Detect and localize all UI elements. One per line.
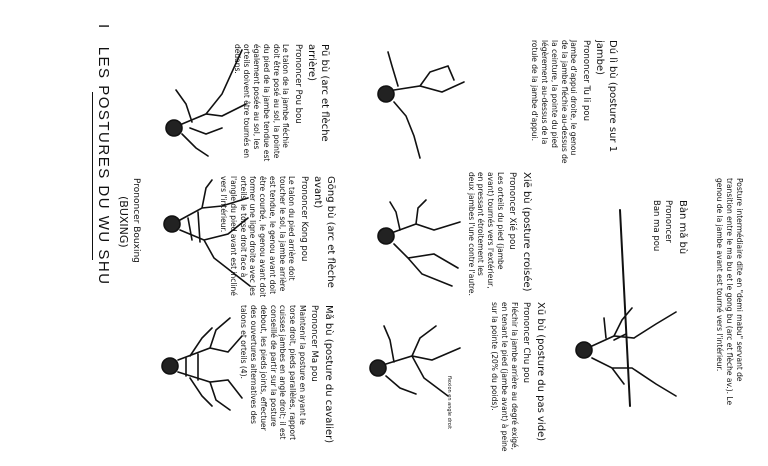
angle-note: flexion en angle droit: [446, 376, 452, 430]
subtitle-pronunciation: Prononcer Bouxing: [131, 178, 141, 263]
posture-pronunciation: Prononcer: [663, 200, 674, 243]
posture-pronunciation: Prononcer Tu li pou: [581, 40, 591, 121]
posture-description: Le talon de la jambe fléchie doit être posé au sol, la pointe du pied de la jambe tendue est également posée au sol, les orteils doivent être tournés en dedans.: [232, 44, 291, 162]
posture-du-li-bu: [530, 40, 618, 166]
posture-ban-ma-bu: [648, 200, 688, 420]
posture-heading: Xū bù (posture du pas vide): [535, 302, 546, 442]
posture-ban-ma-bu-desc: [715, 178, 744, 410]
posture-description: Maintenir la posture en ayant le torse droit, pieds parallèles, rapport cuisses jambes en angle droit; il est conseillé de partir sur la posture debout, les pieds joints, effectuer des ouvertures alternatives des talons et orteils (4).: [239, 305, 307, 441]
section-number: I: [95, 24, 112, 30]
figure-xie-bu: [356, 196, 466, 296]
posture-gong-bu: [218, 176, 336, 300]
posture-ma-bu: [239, 305, 334, 445]
posture-pronunciation: Prononcer Kong pou: [299, 176, 309, 262]
posture-heading: Xiē bù (posture croisée): [521, 172, 532, 292]
posture-heading: Pū bù (arc et flèche arrière): [306, 44, 330, 142]
posture-description: Jambe d'appui droite, le genou de la jambe fléchie au-dessus de la ceinture, la pointe du pied légèrement au-dessus de la rotule de la jambe d'appui.: [530, 40, 579, 164]
posture-xie-bu: [466, 172, 532, 296]
posture-heading: Gōng bù (arc et flèche avant): [312, 176, 336, 288]
posture-pu-bu: [232, 44, 330, 164]
posture-pronunciation: Prononcer Xié pou: [507, 172, 518, 250]
posture-heading: Dú lì bù (posture sur 1 jambe): [594, 40, 618, 153]
posture-description: Posture intermédiaire dite en "demi mabu" servant de transition entre le ma bu et le gong bu (arc et flèche av.). Le genou de la jambe avant est tourné vers l'intérieur.: [715, 178, 744, 406]
posture-description: Fléchir la jambe arrière au degré exigé, en tenant le pied (jambe avant) à peine sur la pointe (20% du poids).: [490, 302, 519, 452]
title-underline: [92, 92, 93, 260]
posture-description: Le talon du pied arrière doit toucher le sol, la jambe arrière est tendue, le genou avant doit être courbé, le genou avant doit former une ligne droite avec les orteils, le torse droit face à l'angle du pied avant est incliné vers l'intérieur.: [219, 176, 297, 298]
posture-pronunciation: Prononcer Ma pou: [309, 305, 320, 382]
posture-heading: Bàn mǎ bù: [677, 200, 688, 255]
posture-pronunciation: Prononcer Pou bou: [293, 44, 303, 124]
posture-description: Les orteils du pied (jambe avant) tournés vers l'extérieur, en pressant étroitement les deux jambes l'une contre l'autre.: [466, 172, 505, 296]
posture-heading: Mǎ bù (posture du cavalier): [323, 305, 334, 444]
page-title: [93, 24, 112, 286]
posture-pronunciation: Prononcer Chu pou: [521, 302, 532, 383]
posture-xu-bu: [490, 302, 546, 452]
figure-du-li-bu: [358, 46, 470, 166]
posture-pronunciation-value: Ban ma pou: [650, 200, 661, 252]
title-text: LES POSTURES DU WU SHU: [95, 46, 112, 286]
page-subtitle: (BUXING): [117, 196, 130, 248]
